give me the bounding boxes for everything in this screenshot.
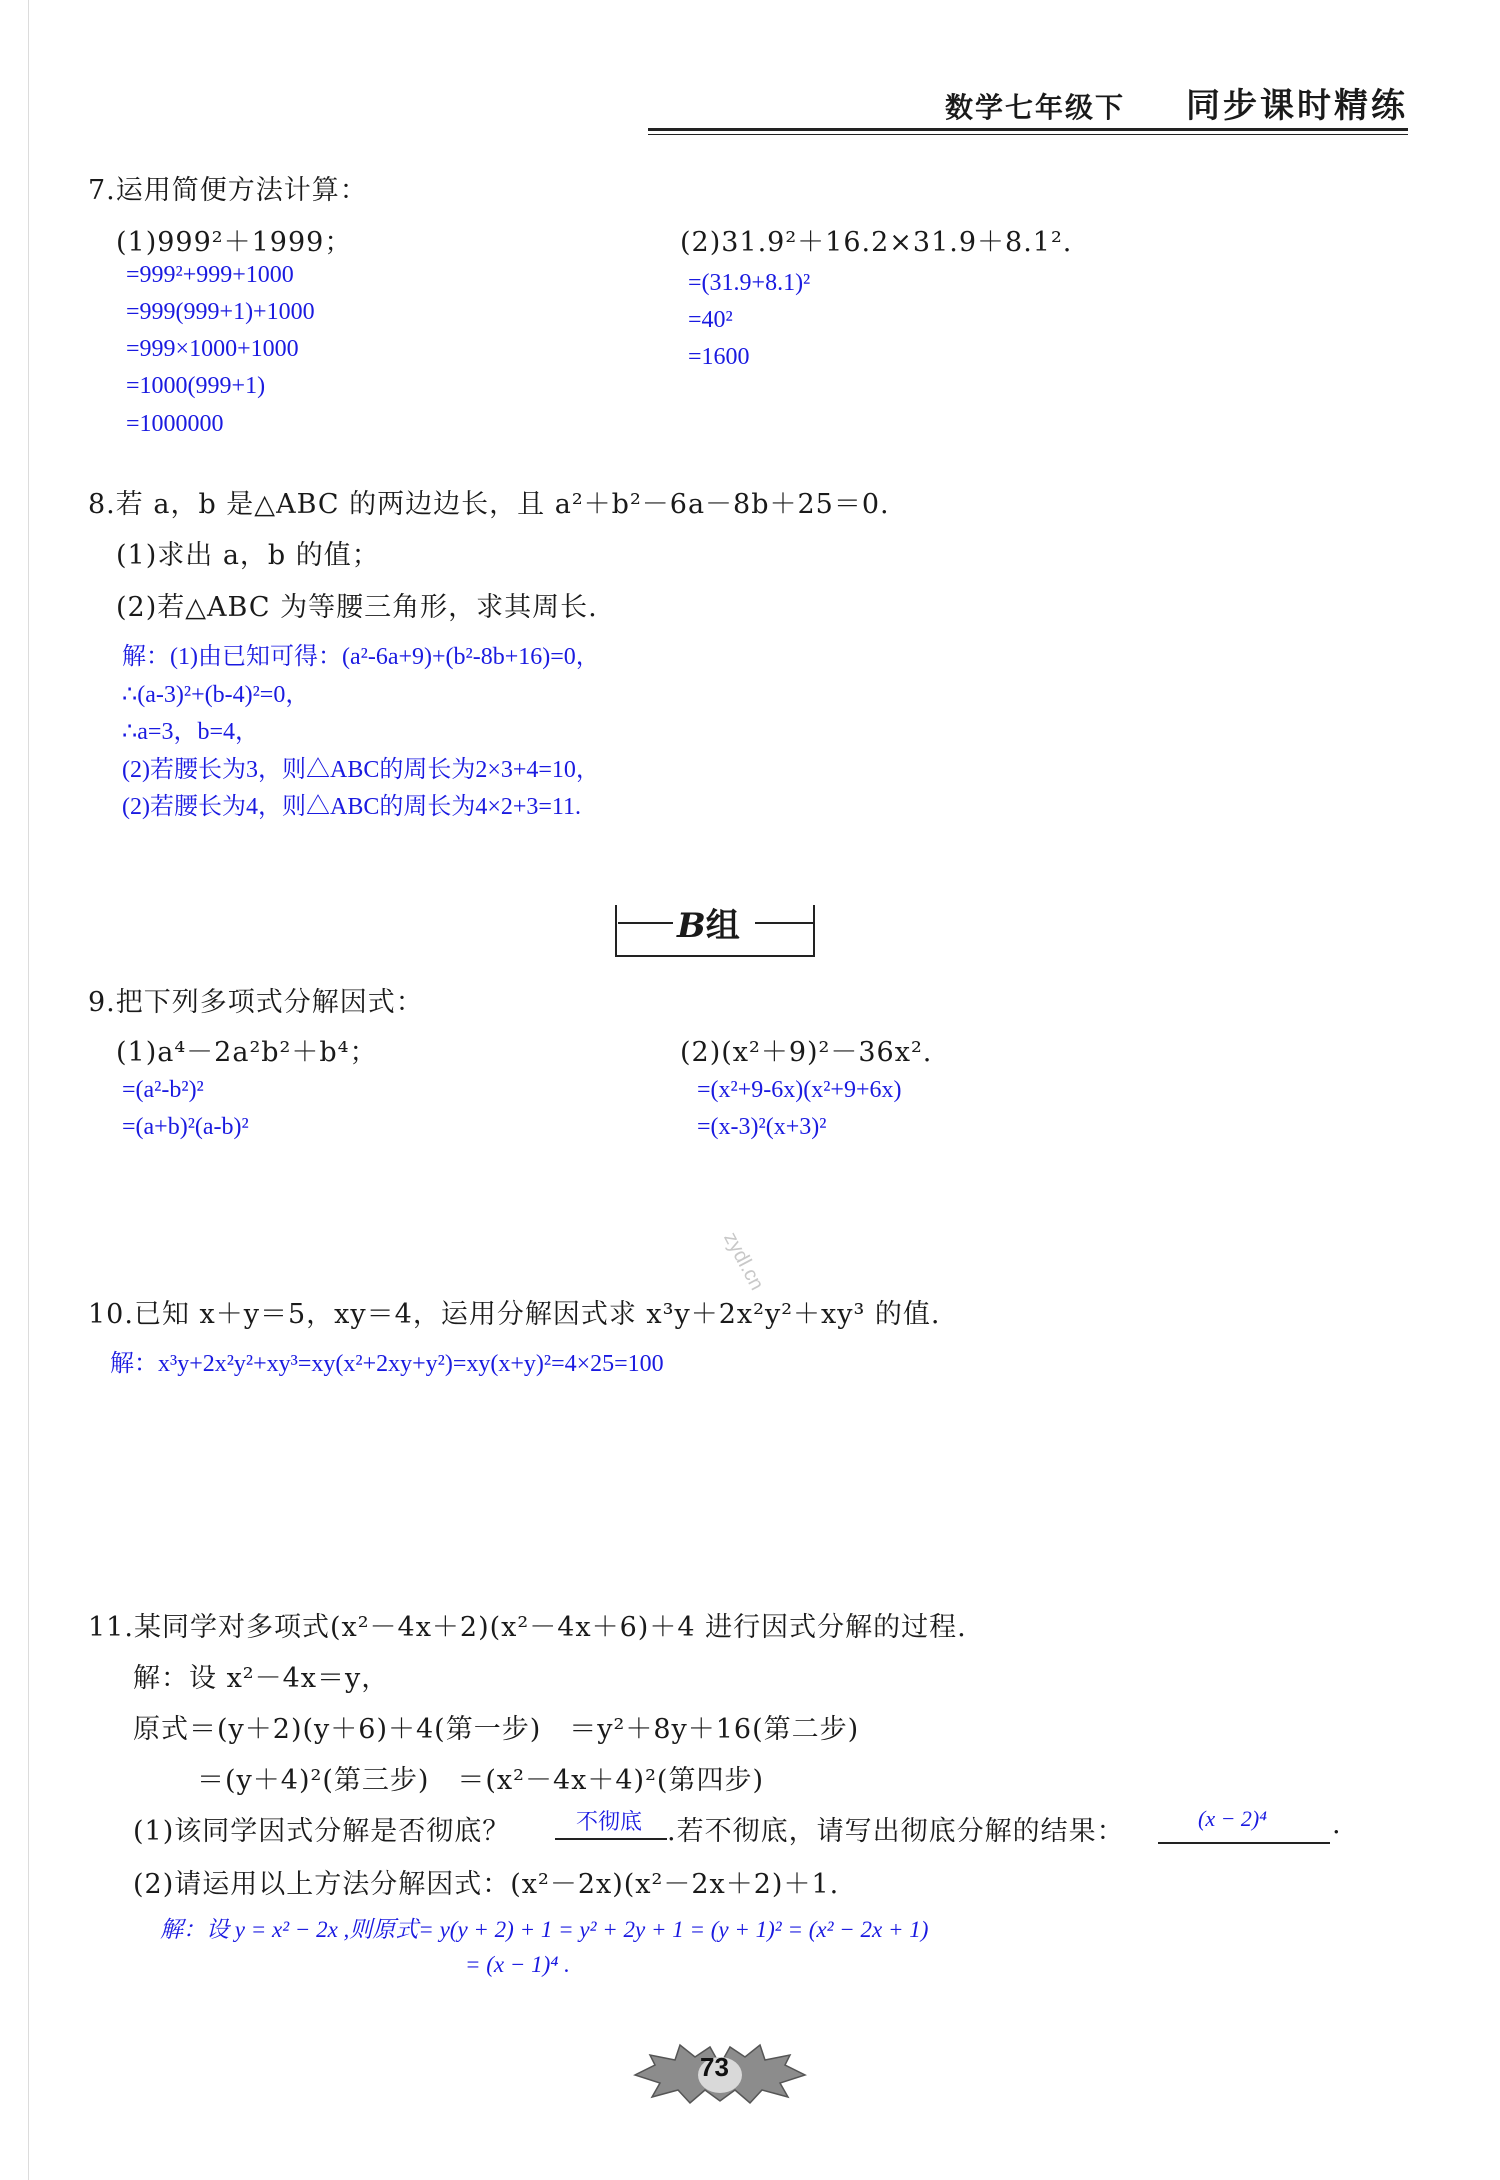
q8-answer-line: 解：(1)由已知可得：(a²-6a+9)+(b²-8b+16)=0， <box>122 644 600 670</box>
q9-part1: (1)a⁴－2a²b²＋b⁴； <box>116 1037 378 1068</box>
q8-part2: (2)若△ABC 为等腰三角形，求其周长. <box>116 592 598 623</box>
q11-part2: (2)请运用以上方法分解因式：(x²－2x)(x²－2x＋2)＋1. <box>133 1869 840 1900</box>
q9-p2-step: =(x-3)²(x+3)² <box>697 1114 827 1140</box>
q11-blank2-line <box>1158 1842 1330 1844</box>
header-series-title: 同步课时精练 <box>1186 86 1408 126</box>
group-heading <box>677 898 740 947</box>
q7-p1-step: =999²+999+1000 <box>126 262 294 288</box>
q7-p2-step: =1600 <box>688 344 750 370</box>
header-rule-thin <box>648 134 1408 135</box>
q8-stem: 8.若 a，b 是△ABC 的两边边长，且 a²＋b²－6a－8b＋25＝0. <box>88 489 890 520</box>
q11-line3: ＝(y＋4)²(第三步) ＝(x²－4x＋4)²(第四步) <box>197 1765 764 1796</box>
q11-part1-end: . <box>1332 1809 1342 1840</box>
q7-p1-step: =1000(999+1) <box>126 373 266 399</box>
q7-p1-step: =999×1000+1000 <box>126 336 299 362</box>
q8-answer-line: (2)若腰长为3，则△ABC的周长为2×3+4=10， <box>122 757 600 783</box>
q7-stem: 7.运用简便方法计算： <box>88 175 368 206</box>
q8-answer-line: ∴(a-3)²+(b-4)²=0， <box>122 682 310 708</box>
q10-stem: 10.已知 x＋y＝5，xy＝4，运用分解因式求 x³y＋2x²y²＋xy³ 的值. <box>88 1299 941 1330</box>
q11-blank1-line <box>555 1838 667 1840</box>
q9-p2-step: =(x²+9-6x)(x²+9+6x) <box>697 1077 902 1103</box>
q10-answer: 解：x³y+2x²y²+xy³=xy(x²+2xy+y²)=xy(x+y)²=4×25=100 <box>110 1351 664 1377</box>
group-label: 组 <box>705 906 740 946</box>
scan-edge-line <box>28 0 29 2180</box>
q7-p2-step: =(31.9+8.1)² <box>688 270 811 296</box>
q9-stem: 9.把下列多项式分解因式： <box>88 987 424 1018</box>
q7-p2-step: =40² <box>688 307 733 333</box>
page-number: 73 <box>700 2052 729 2082</box>
group-dash-left <box>618 922 673 924</box>
header-subject: 数学七年级下 <box>944 91 1125 124</box>
q11-answer-line1: 解：设 y = x² − 2x ,则原式= y(y + 2) + 1 = y² + 2y + 1 = (y + 1)² = (x² − 2x + 1) <box>160 1917 929 1942</box>
q11-blank2-answer: (x − 2)⁴ <box>1198 1806 1267 1831</box>
q7-part2: (2)31.9²＋16.2×31.9＋8.1². <box>680 227 1073 258</box>
q11-blank1-answer: 不彻底 <box>576 1810 643 1835</box>
q7-p1-step: =999(999+1)+1000 <box>126 299 315 325</box>
q9-p1-step: =(a²-b²)² <box>122 1077 204 1103</box>
q11-line2: 原式＝(y＋2)(y＋6)＋4(第一步) ＝y²＋8y＋16(第二步) <box>133 1714 860 1745</box>
q11-line1: 解：设 x²－4x＝y， <box>133 1663 390 1694</box>
q11-stem: 11.某同学对多项式(x²－4x＋2)(x²－4x＋6)＋4 进行因式分解的过程. <box>88 1612 967 1643</box>
q7-part1: (1)999²＋1999； <box>116 227 353 258</box>
q7-p1-step: =1000000 <box>126 411 224 437</box>
q8-part1: (1)求出 a，b 的值； <box>116 540 380 571</box>
q8-answer-line: ∴a=3，b=4， <box>122 719 259 745</box>
q11-part1-prefix: (1)该同学因式分解是否彻底？ <box>133 1816 511 1847</box>
q9-part2: (2)(x²＋9)²－36x². <box>680 1037 933 1068</box>
q11-answer-line2: = (x − 1)⁴ . <box>465 1952 570 1977</box>
group-dash-right <box>755 922 813 924</box>
q8-answer-line: (2)若腰长为4，则△ABC的周长为4×2+3=11. <box>122 794 582 820</box>
q11-part1-middle: .若不彻底，请写出彻底分解的结果： <box>667 1816 1125 1847</box>
header-rule <box>648 128 1408 131</box>
q9-p1-step: =(a+b)²(a-b)² <box>122 1114 249 1140</box>
group-letter: B <box>677 906 706 946</box>
watermark-text: zydl.cn <box>719 1228 768 1294</box>
